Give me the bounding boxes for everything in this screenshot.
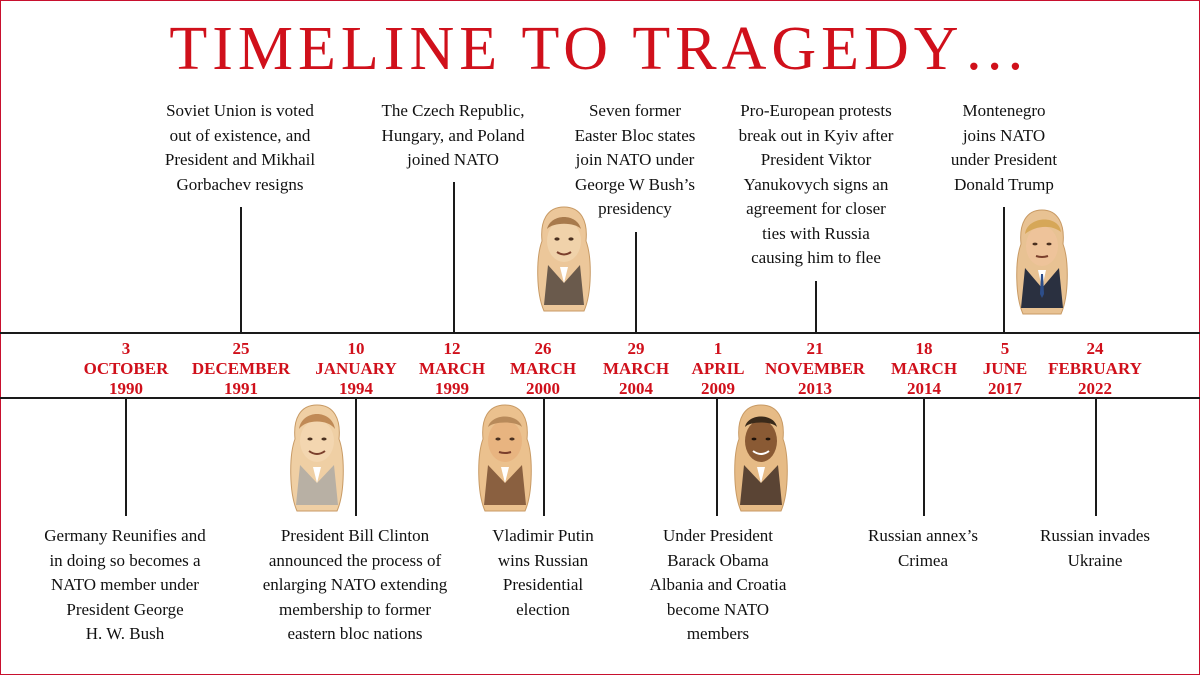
event-soviet-dissolution: Soviet Union is voted out of existence, and President and Mikhail Gorbachev resigns — [164, 101, 316, 194]
nesting-doll-putin — [474, 403, 536, 515]
event-kyiv-protests: Pro-European protests break out in Kyiv after President Viktor Yanukovych signs an agreement for closer ties with Russia causing him to flee — [738, 101, 894, 267]
connector-1999 — [453, 182, 455, 332]
nesting-doll-bush — [533, 205, 595, 315]
date-1990: 3 OCTOBER 1990 — [83, 339, 169, 398]
date-2014: 18 MARCH 2014 — [890, 339, 958, 398]
nesting-doll-obama — [730, 403, 792, 515]
event-crimea-annexation: Russian annex’s Crimea — [867, 526, 979, 570]
event-germany-reunifies: Germany Reunifies and in doing so becomes a NATO member under President George H. W. Bush — [44, 526, 206, 643]
date-2009: 1 APRIL 2009 — [691, 339, 745, 398]
connector-2009 — [716, 399, 718, 516]
connector-2004 — [635, 232, 637, 332]
date-2000: 26 MARCH 2000 — [509, 339, 577, 398]
nesting-doll-trump — [1013, 208, 1071, 318]
nesting-doll-clinton — [286, 403, 348, 515]
timeline-top-line — [0, 332, 1200, 334]
event-easter-bloc: Seven former Easter Bloc states join NATO under George W Bush’s presidency — [574, 101, 696, 218]
date-1994: 10 JANUARY 1994 — [315, 339, 397, 398]
connector-2000 — [543, 399, 545, 516]
date-2022: 24 FEBRUARY 2022 — [1048, 339, 1142, 398]
connector-2017 — [1003, 207, 1005, 332]
event-ukraine-invasion: Russian invades Ukraine — [1039, 526, 1151, 570]
event-clinton-enlargement: President Bill Clinton announced the process of enlarging NATO extending membership to former eastern bloc nations — [262, 526, 448, 643]
date-2013: 21 NOVEMBER 2013 — [764, 339, 866, 398]
connector-2022 — [1095, 399, 1097, 516]
connector-2014 — [923, 399, 925, 516]
date-1999: 12 MARCH 1999 — [418, 339, 486, 398]
event-montenegro: Montenegro joins NATO under President Donald Trump — [950, 101, 1058, 194]
event-albania-croatia: Under President Barack Obama Albania and Croatia become NATO members — [649, 526, 787, 643]
connector-1990 — [125, 399, 127, 516]
connector-2013 — [815, 281, 817, 332]
event-czech-hungary-poland: The Czech Republic, Hungary, and Poland joined NATO — [381, 101, 525, 169]
event-putin-elected: Vladimir Putin wins Russian Presidential election — [492, 526, 594, 619]
page-title: TIMELINE TO TRAGEDY… — [169, 15, 1031, 83]
connector-1994 — [355, 399, 357, 516]
date-2004: 29 MARCH 2004 — [602, 339, 670, 398]
date-2017: 5 JUNE 2017 — [982, 339, 1028, 398]
connector-1991 — [240, 207, 242, 332]
date-1991: 25 DECEMBER 1991 — [191, 339, 291, 398]
